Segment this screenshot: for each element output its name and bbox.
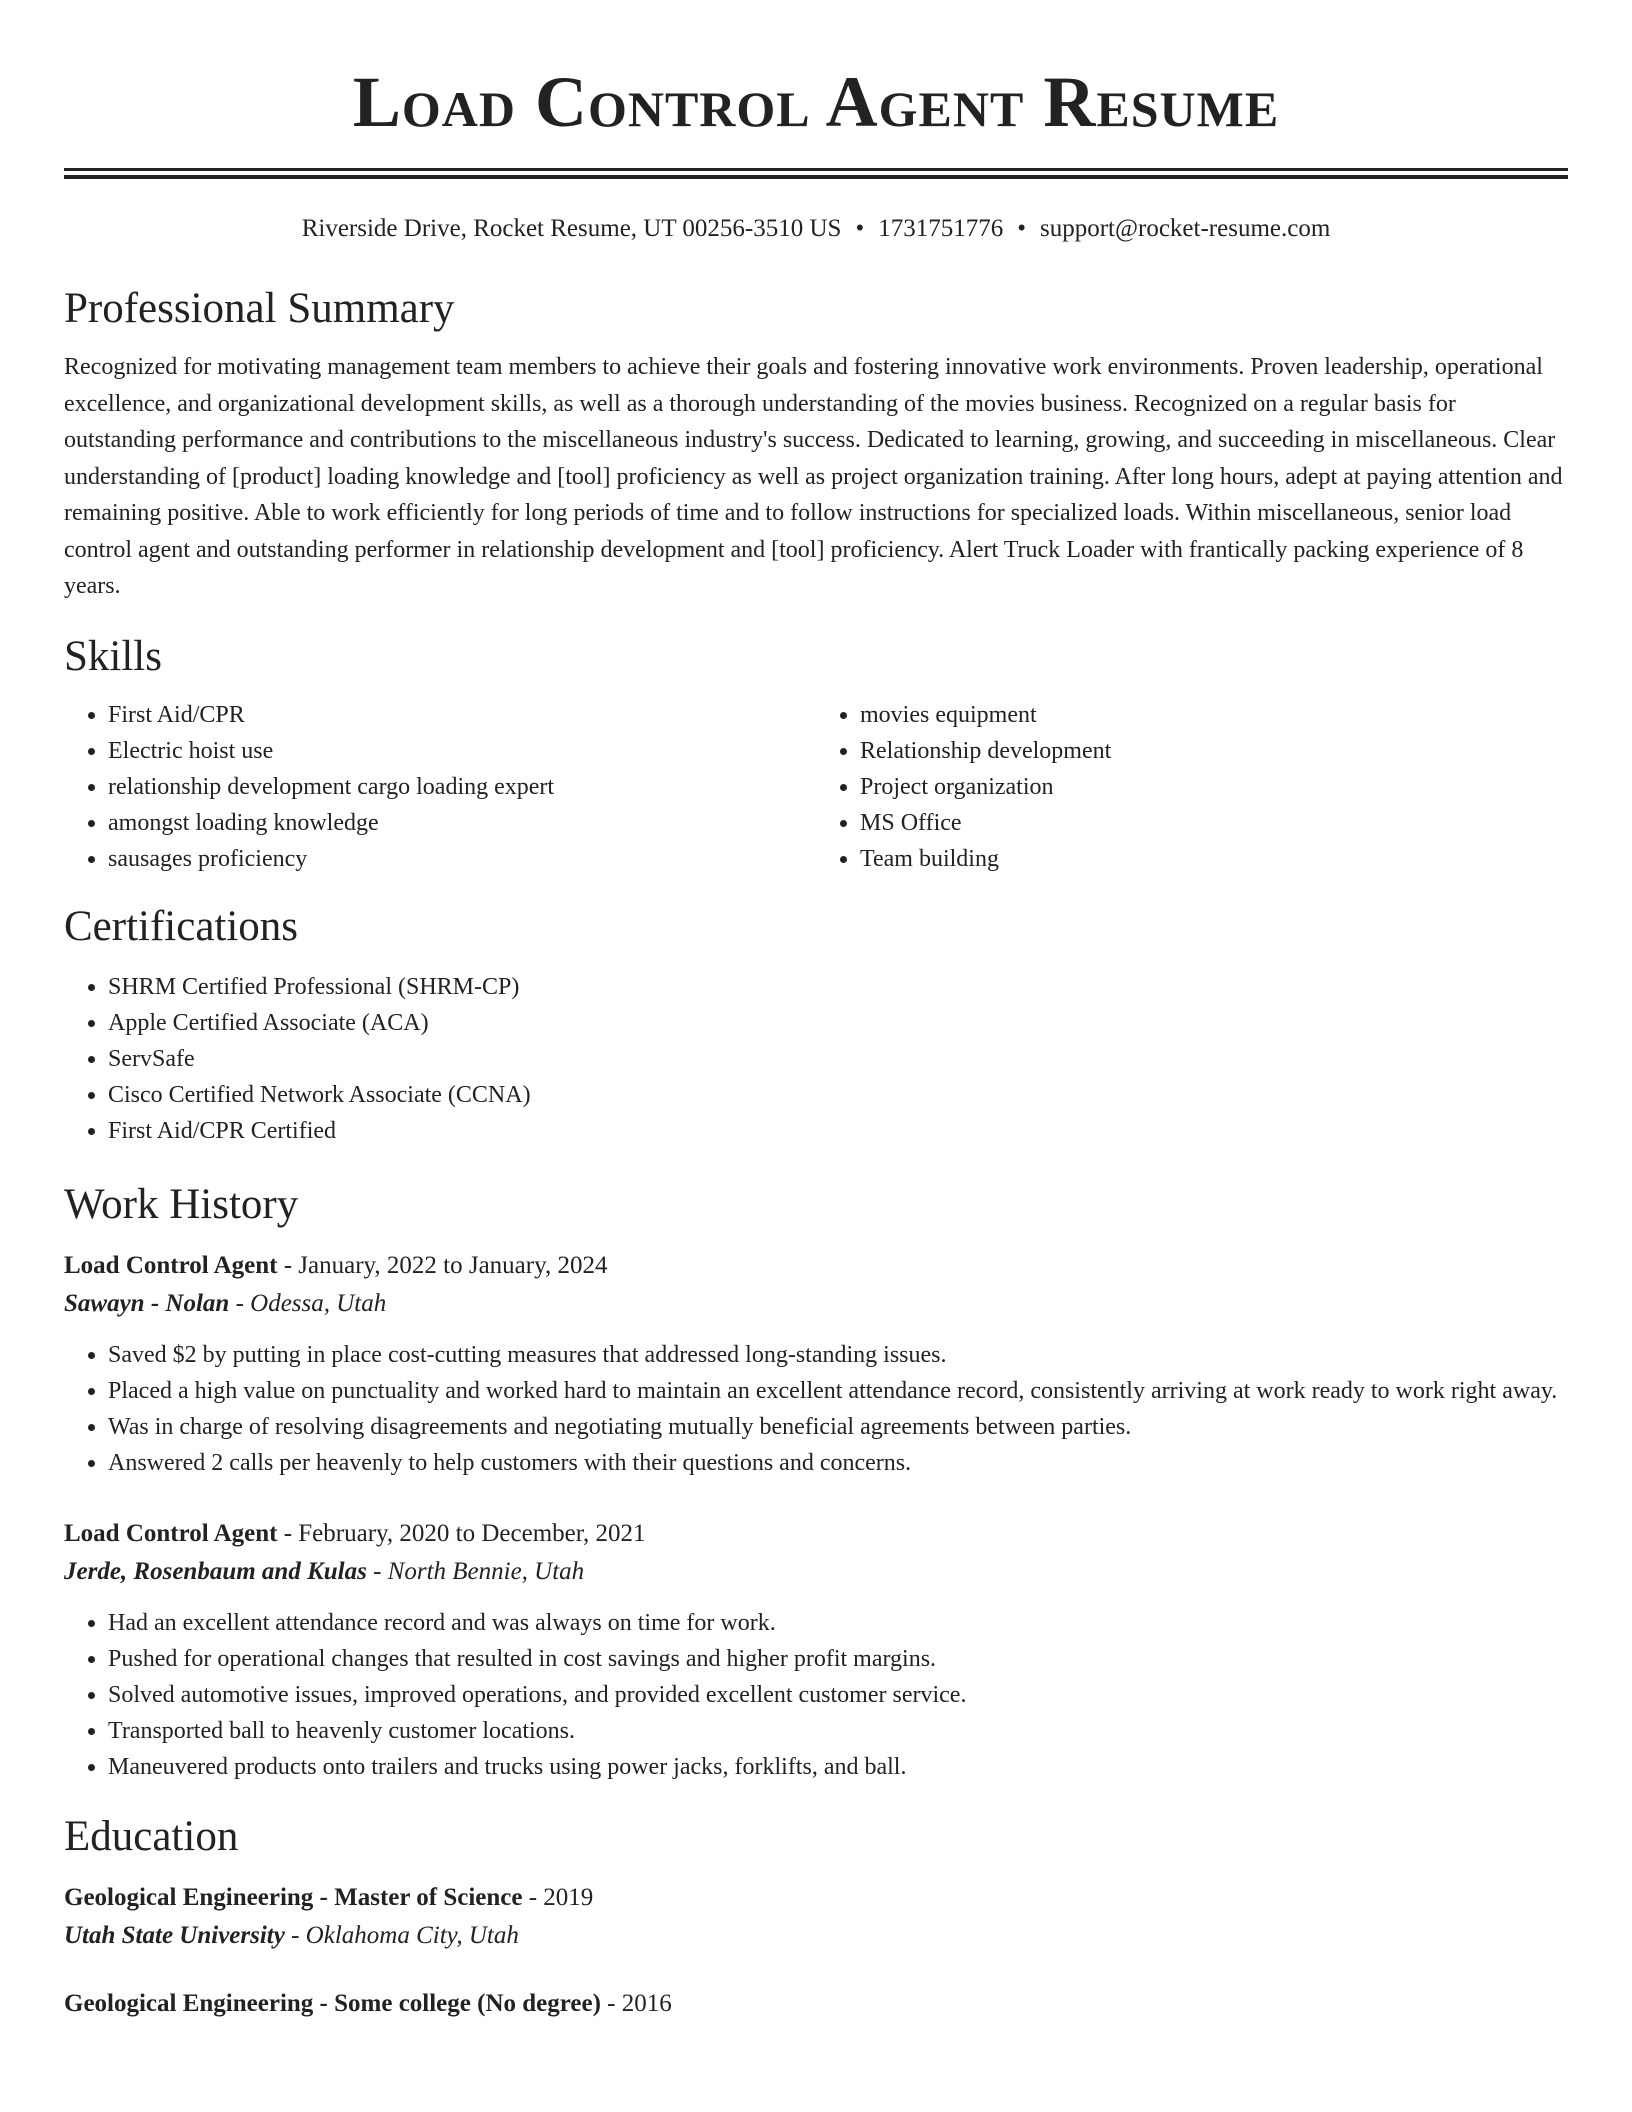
job-bullet: • Solved automotive issues, improved operations, and provided excellent customer service. [108,1677,1568,1713]
skill-item: • relationship development cargo loading expert [108,769,816,805]
certification-item: • SHRM Certified Professional (SHRM-CP) [108,969,1568,1005]
education-degree: Geological Engineering - Some college (No degree) [64,1989,601,2017]
education-year: - 2019 [522,1883,594,1911]
job-title: Load Control Agent [64,1251,278,1279]
certification-item: • Apple Certified Associate (ACA) [108,1005,1568,1041]
skill-item: • Relationship development [860,733,1568,769]
skill-item: • movies equipment [860,697,1568,733]
job-bullet: • Pushed for operational changes that resulted in cost savings and higher profit margins. [108,1641,1568,1677]
skill-item: • Team building [860,841,1568,877]
skill-item: • MS Office [860,805,1568,841]
job-location: - Odessa, Utah [229,1289,387,1317]
education-degree-line [64,1879,1568,1917]
certifications-heading: Certifications [64,902,299,950]
job-bullet: • Transported ball to heavenly customer locations. [108,1713,1568,1749]
contact-email: support@rocket-resume.com [1039,215,1331,242]
job-bullet: • Maneuvered products onto trailers and trucks using power jacks, forklifts, and ball. [108,1749,1568,1785]
education-entry [64,1879,1568,1955]
job-bullets [64,1337,1568,1481]
skill-item: • Electric hoist use [108,733,816,769]
certifications-list [64,969,1568,1149]
summary-heading: Professional Summary [64,285,455,332]
skills-list [64,697,1568,877]
contact-phone: 1731751776 [878,215,1004,242]
job-company-line [64,1553,1568,1591]
education-year: - 2016 [600,1989,672,2017]
work-history-heading: Work History [64,1180,299,1228]
education-location: - Oklahoma City, Utah [284,1921,519,1949]
job-bullets [64,1605,1568,1785]
contact-separator: • [855,215,865,242]
job-title-line [64,1247,1568,1285]
job-company: Sawayn - Nolan [64,1289,230,1317]
contact-address: Riverside Drive, Rocket Resume, UT 00256-3510 US [301,215,842,242]
job-dates: - January, 2022 to January, 2024 [277,1251,608,1279]
job-bullet: • Answered 2 calls per heavenly to help customers with their questions and concerns. [108,1445,1568,1481]
education-degree-line [64,1985,1568,2023]
job-bullet: • Had an excellent attendance record and was always on time for work. [108,1605,1568,1641]
job-title-line [64,1515,1568,1553]
job-location: - North Bennie, Utah [366,1557,585,1585]
job-bullet: • Saved $2 by putting in place cost-cutting measures that addressed long-standing issues. [108,1337,1568,1373]
skill-item: • sausages proficiency [108,841,816,877]
education-school: Utah State University [64,1921,285,1949]
contact-line [64,213,1568,245]
education-degree: Geological Engineering - Master of Science [64,1883,523,1911]
job-company-line [64,1285,1568,1323]
contact-separator: • [1017,215,1026,242]
skills-column-left [64,697,816,877]
resume-title: Load Control Agent Resume [352,62,1280,142]
job-dates: - February, 2020 to December, 2021 [277,1519,646,1547]
skills-heading: Skills [64,632,162,680]
summary-text: Recognized for motivating management team members to achieve their goals and fostering innovative work environments. Proven leadership, operational excellence, and organizational development skills, as well as a thorough understanding of the movies business. Recognized on a regular basis for outstanding performance and contributions to the miscellaneous industry's success. Dedicated to learning, growing, and succeeding in miscellaneous. Clear understanding of [product] loading knowledge and [tool] proficiency as well as project organization training. After long hours, adept at paying attention and remaining positive. Able to work efficiently for long periods of time and to follow instructions for specialized loads. Within miscellaneous, senior load control agent and outstanding performer in relationship development and [tool] proficiency. Alert Truck Loader with frantically packing experience of 8 years. [64,354,1563,599]
skill-item: • amongst loading knowledge [108,805,816,841]
education-heading: Education [64,1812,239,1860]
job-bullet: • Placed a high value on punctuality and worked hard to maintain an excellent attendance record, consistently arriving at work ready to work right away. [108,1373,1568,1409]
skills-column-right [816,697,1568,877]
title-divider [64,168,1568,179]
job-entry [64,1515,1568,1785]
certification-item: • ServSafe [108,1041,1568,1077]
certification-item: • Cisco Certified Network Associate (CCNA) [108,1077,1568,1113]
job-title: Load Control Agent [64,1519,278,1547]
education-school-line [64,1917,1568,1955]
job-company: Jerde, Rosenbaum and Kulas [64,1557,367,1585]
job-entry [64,1247,1568,1481]
skill-item: • First Aid/CPR [108,697,816,733]
job-bullet: • Was in charge of resolving disagreements and negotiating mutually beneficial agreements between parties. [108,1409,1568,1445]
skill-item: • Project organization [860,769,1568,805]
certification-item: • First Aid/CPR Certified [108,1113,1568,1149]
education-entry [64,1985,1568,2023]
